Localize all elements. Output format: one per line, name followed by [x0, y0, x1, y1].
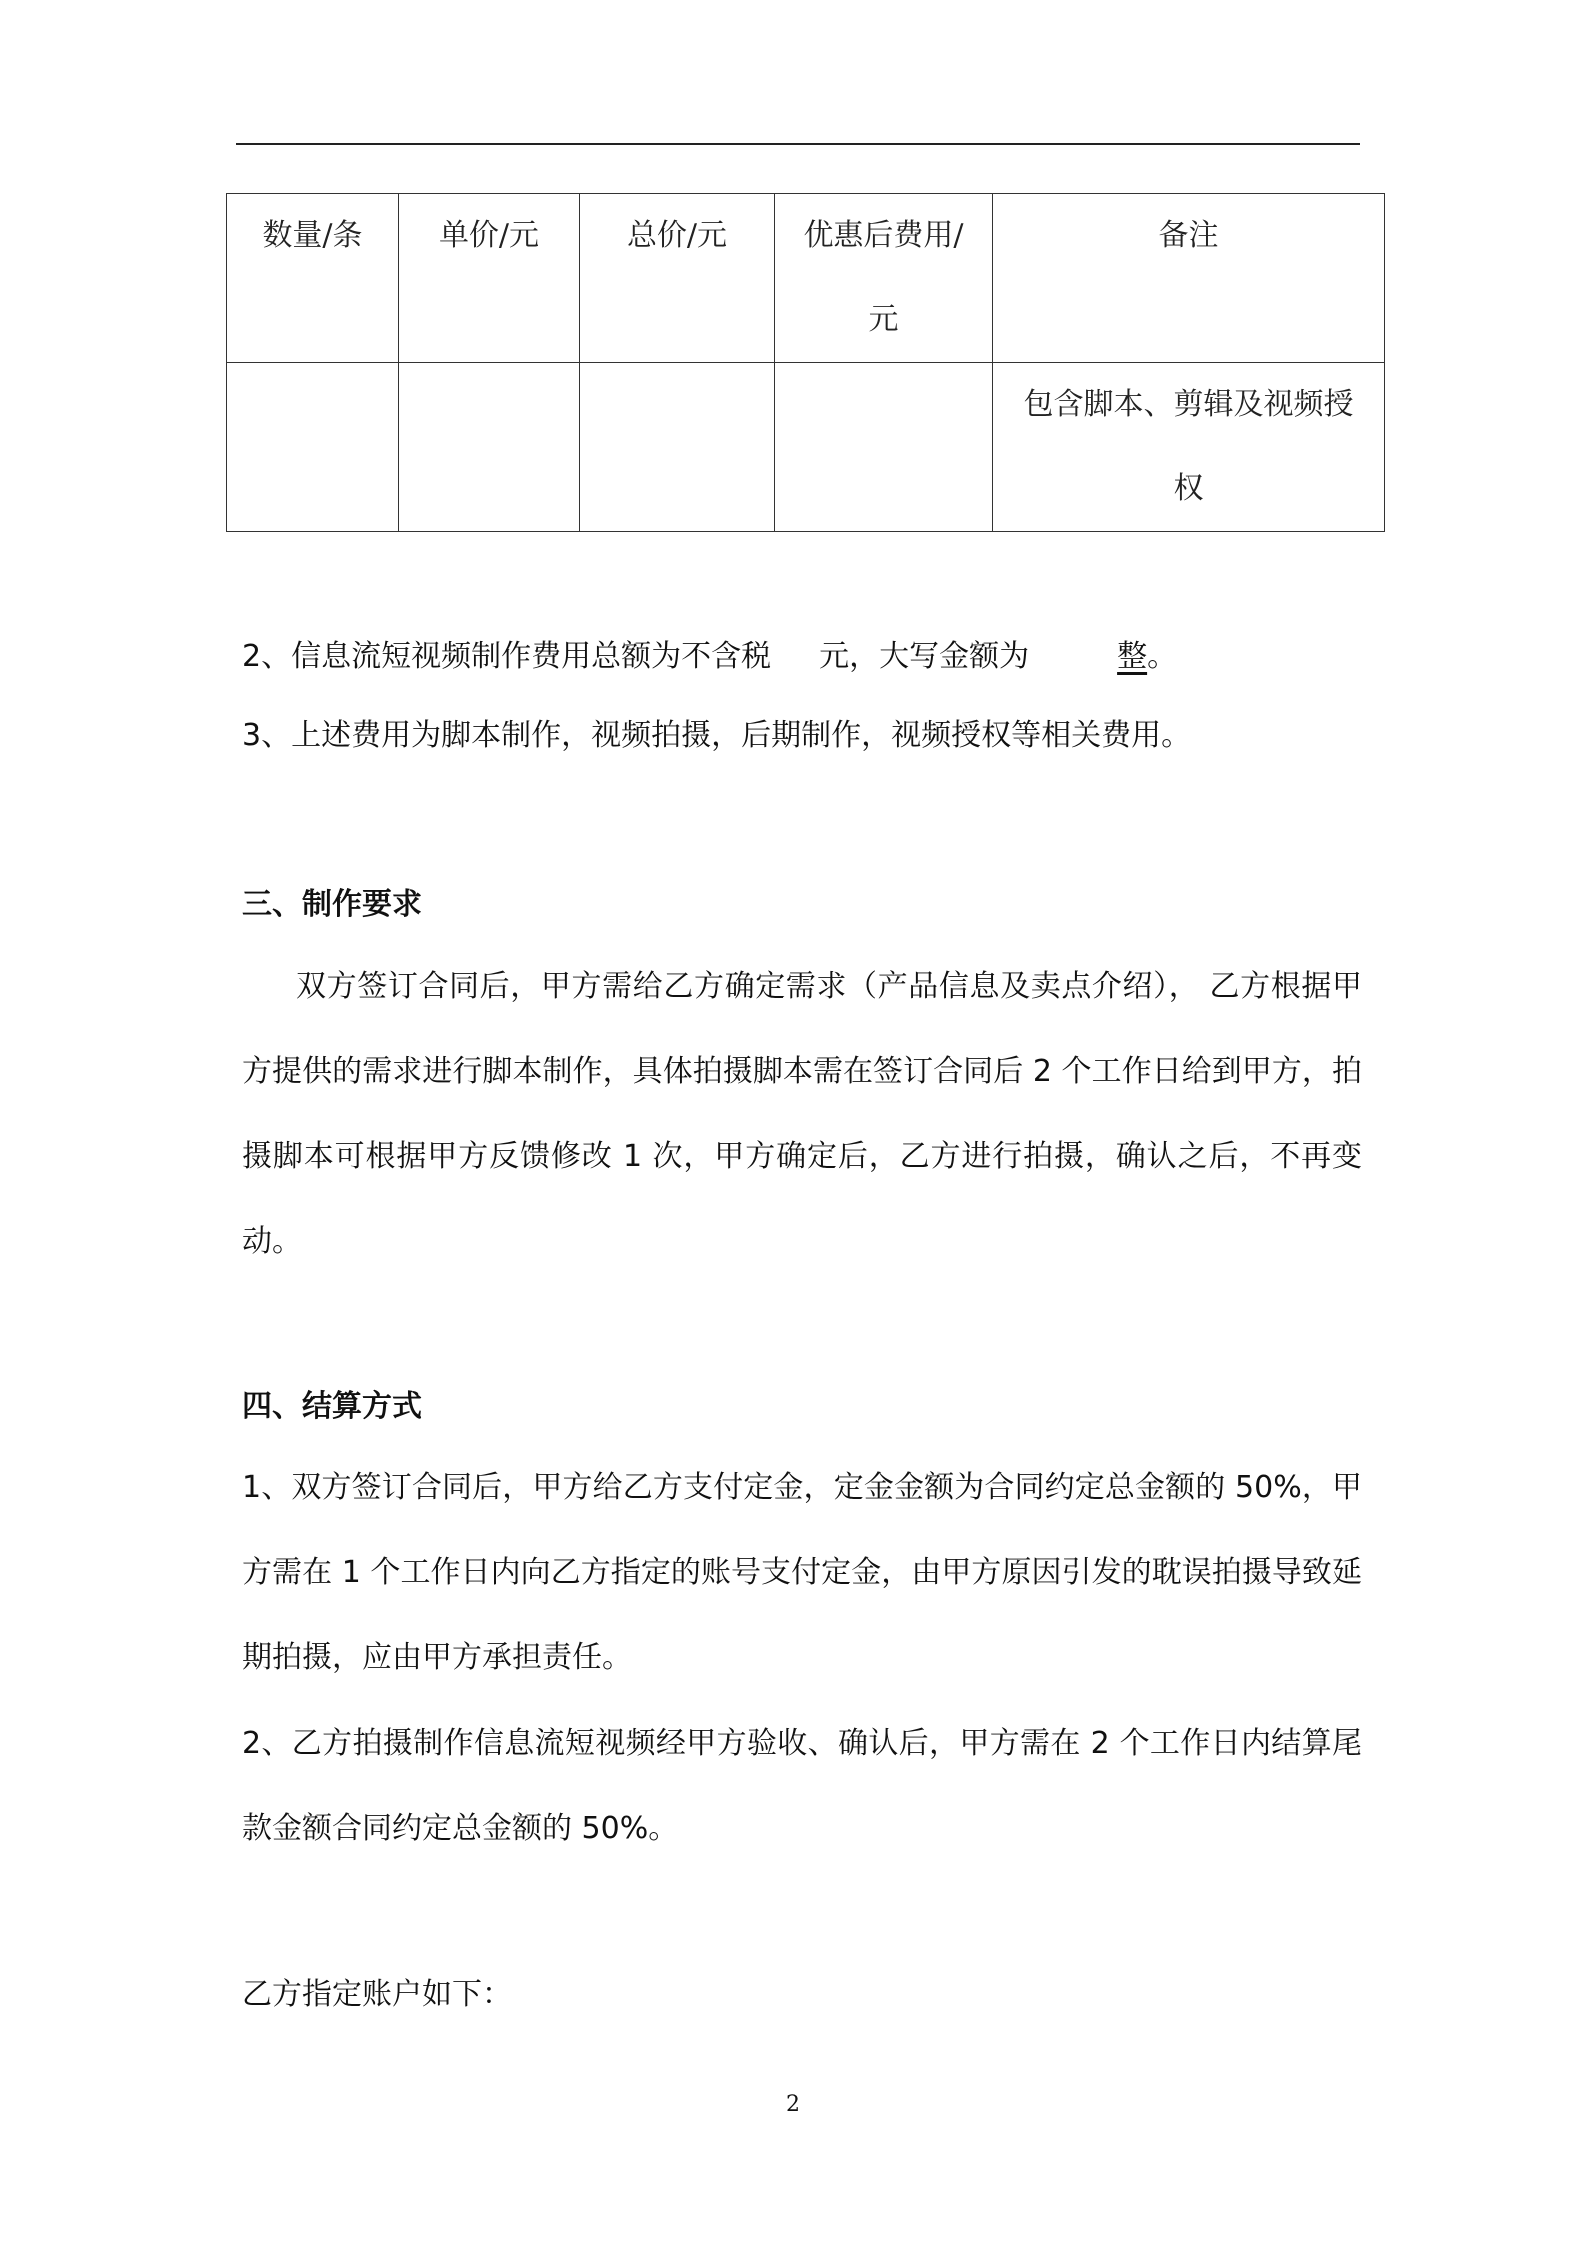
cell-unit-price	[399, 363, 580, 532]
header-quantity: 数量/条	[227, 194, 399, 363]
header-total-price: 总价/元	[580, 194, 775, 363]
section-4-item-2: 2、乙方拍摄制作信息流短视频经甲方验收、确认后，甲方需在 2 个工作日内结算尾款金额合同约定总金额的 50%。	[242, 1726, 1362, 1846]
header-rule	[236, 143, 1360, 145]
cell-quantity	[227, 363, 399, 532]
fee-scope-line: 3、上述费用为脚本制作，视频拍摄，后期制作，视频授权等相关费用。	[242, 718, 1192, 753]
account-label: 乙方指定账户如下：	[242, 1977, 512, 2012]
fee-table	[226, 193, 1385, 532]
section-4-title: 四、结算方式	[242, 1389, 422, 1424]
cell-discounted-fee	[775, 363, 993, 532]
header-discounted-fee: 优惠后费用/ 元	[775, 194, 993, 363]
fee-total-line: 2、信息流短视频制作费用总额为不含税 元，大写金额为 整。	[242, 639, 1178, 674]
table-row	[227, 363, 1385, 532]
cell-total-price	[580, 363, 775, 532]
section-4-item-1: 1、双方签订合同后，甲方给乙方支付定金，定金金额为合同约定总金额的 50%，甲方需在 1 个工作日内向乙方指定的账号支付定金，由甲方原因引发的耽误拍摄导致延期拍摄，应由甲方承担责任。	[242, 1470, 1362, 1675]
header-unit-price: 单价/元	[399, 194, 580, 363]
section-3-body: 双方签订合同后，甲方需给乙方确定需求（产品信息及卖点介绍）， 乙方根据甲方提供的需求进行脚本制作，具体拍摄脚本需在签订合同后 2 个工作日给到甲方，拍摄脚本可根据甲方反馈修改 1 次，甲方确定后，乙方进行拍摄，确认之后，不再变动。	[242, 969, 1362, 1259]
section-3-title: 三、制作要求	[242, 887, 422, 922]
cell-remarks: 包含脚本、剪辑及视频授 权	[993, 363, 1385, 532]
header-remarks: 备注	[993, 194, 1385, 363]
page-number: 2	[786, 2092, 800, 2117]
table-header-row	[227, 194, 1385, 363]
